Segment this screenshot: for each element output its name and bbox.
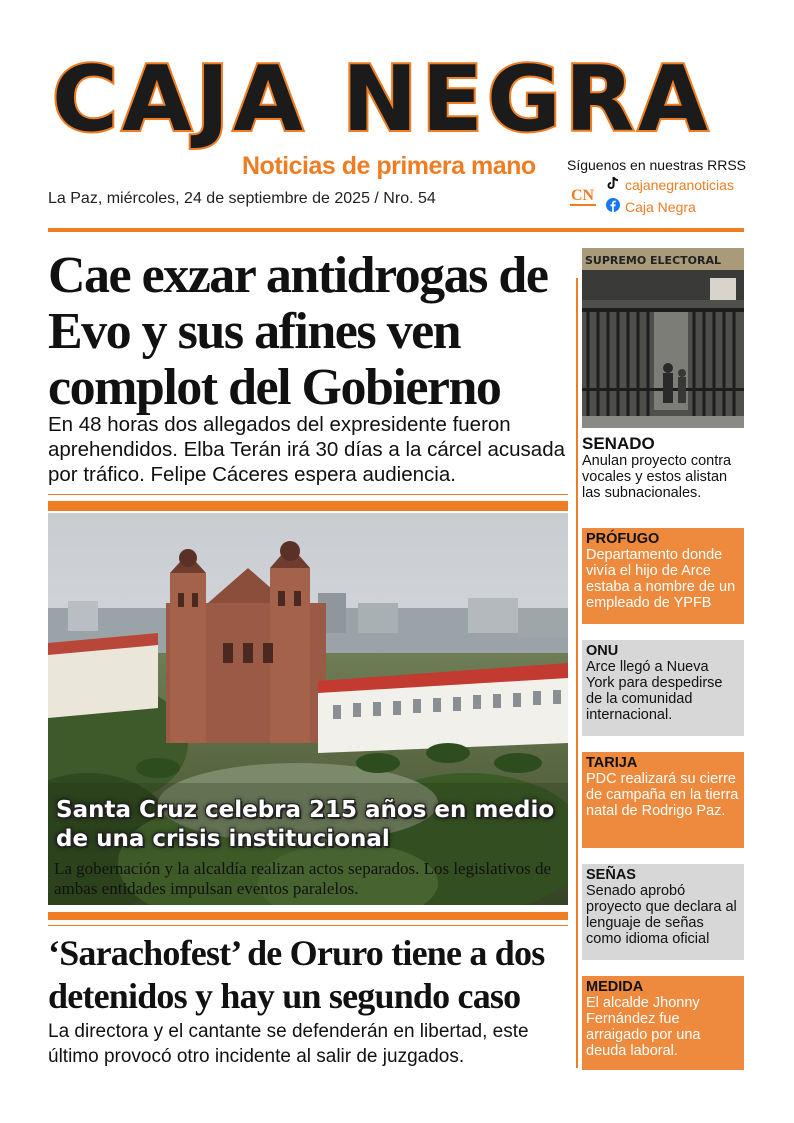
- divider: [48, 925, 568, 926]
- senado-text: Anulan proyecto contra vocales y estos alistan las subnacionales.: [582, 453, 732, 501]
- second-headline[interactable]: ‘Sarachofest’ de Oruro tiene a dos detenidos y hay un segundo caso: [48, 933, 545, 1016]
- electoral-sign: SUPREMO ELECTORAL: [585, 254, 721, 267]
- facebook-icon: [606, 198, 620, 215]
- photo-headline[interactable]: Santa Cruz celebra 215 años en medio de una crisis institucional: [56, 797, 555, 852]
- sidebar-box-profugo[interactable]: [582, 528, 744, 624]
- orange-bar: [48, 912, 568, 920]
- senado-title[interactable]: SENADO: [582, 434, 655, 453]
- electoral-photo: [582, 248, 744, 428]
- lead-headline[interactable]: Cae exzar antidrogas de Evo y sus afines ven complot del Gobierno: [48, 247, 548, 416]
- orange-bar: [48, 501, 568, 511]
- sidebar-box-title: SEÑAS: [586, 867, 636, 883]
- sidebar-box-title: MEDIDA: [586, 979, 644, 995]
- sidebar-box-title: TARIJA: [586, 755, 638, 771]
- masthead-rule: [48, 228, 744, 232]
- sidebar-box-text: Arce llegó a Nueva York para despedirse de la comunidad internacional.: [586, 659, 723, 723]
- tagline: Noticias de primera mano: [242, 152, 536, 180]
- sidebar-box-onu[interactable]: [582, 640, 744, 736]
- sidebar-box-text: Departamento donde vivía el hijo de Arce estaba a nombre de un empleado de YPFB: [586, 547, 736, 611]
- sidebar-box-senas[interactable]: [582, 864, 744, 960]
- tiktok-link[interactable]: [606, 176, 734, 193]
- lead-deck: En 48 horas dos allegados del expresidente fueron aprehendidos. Elba Terán irá 30 días a la cárcel acusada por tráfico. Felipe Cáceres espera audiencia.: [48, 413, 566, 486]
- sidebar-box-tarija[interactable]: [582, 752, 744, 848]
- social-heading: Síguenos en nuestras RRSS: [567, 157, 746, 173]
- dateline: La Paz, miércoles, 24 de septiembre de 2025 / Nro. 54: [48, 190, 436, 207]
- sidebar-box-title: PRÓFUGO: [586, 531, 660, 547]
- sidebar-box-text: El alcalde Jhonny Fernández fue arraigado por una deuda laboral.: [586, 995, 701, 1059]
- photo-caption: La gobernación y la alcaldía realizan actos separados. Los legislativos de ambas entidades impulsan eventos paralelos.: [54, 859, 552, 898]
- tiktok-icon: [606, 176, 620, 193]
- sidebar-box-text: Senado aprobó proyecto que declara al lenguaje de señas como idioma oficial: [586, 883, 737, 947]
- sidebar-box-text: PDC realizará su cierre de campaña en la tierra natal de Rodrigo Paz.: [586, 771, 739, 819]
- sidebar-box-medida[interactable]: [582, 976, 744, 1070]
- divider: [48, 494, 568, 495]
- second-deck: La directora y el cantante se defenderán en libertad, este último provocó otro incidente al salir de juzgados.: [48, 1021, 529, 1067]
- cn-logo-text: CN: [571, 187, 595, 204]
- sidebar-box-title: ONU: [586, 643, 619, 659]
- cn-logo: [570, 183, 596, 207]
- tiktok-handle: cajanegranoticias: [625, 176, 734, 193]
- facebook-link[interactable]: [606, 198, 696, 215]
- masthead-title: CAJA NEGRA: [52, 47, 712, 152]
- sidebar-rule: [576, 278, 578, 1068]
- facebook-handle: Caja Negra: [625, 198, 696, 215]
